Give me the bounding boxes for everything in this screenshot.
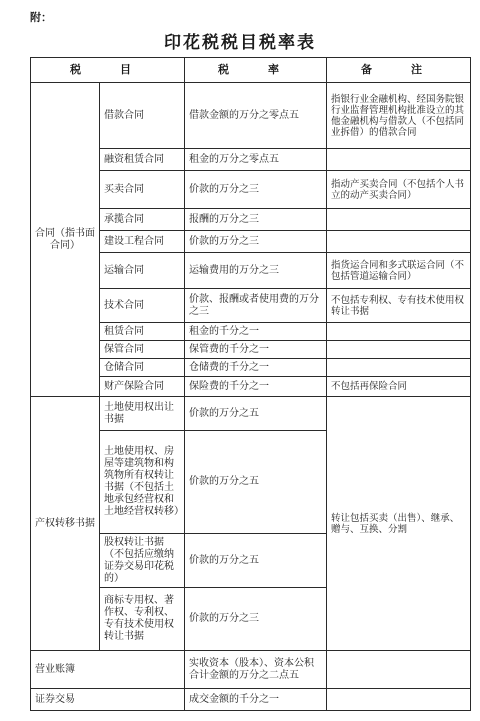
- tax-note: [327, 359, 471, 377]
- tax-rate: 保管费的千分之一: [185, 341, 327, 359]
- tax-rate: 价款的万分之五: [185, 397, 327, 431]
- tax-rate: 价款的万分之三: [185, 171, 327, 209]
- table-body: [31, 83, 471, 711]
- category-contract: 合同（指书面合同）: [31, 83, 100, 397]
- table-header-row: [31, 58, 471, 83]
- tax-rate: 价款、报酬或者使用费的万分之三: [185, 289, 327, 323]
- transfer-note: 转让包括买卖（出售）、继承、赠与、互换、分割: [327, 397, 471, 651]
- category-transfer: 产权转移书据: [31, 397, 100, 651]
- tax-item-securities: 证券交易: [31, 689, 185, 711]
- tax-rate: 借款金额的万分之零点五: [185, 83, 327, 149]
- tax-note: 指银行业金融机构、经国务院银行业监督管理机构批准设立的其他金融机构与借款人（不包括同业拆借）的借款合同: [327, 83, 471, 149]
- tax-rate: 保险费的千分之一: [185, 377, 327, 397]
- tax-item: 仓储合同: [100, 359, 185, 377]
- tax-item: 保管合同: [100, 341, 185, 359]
- tax-rate: 价款的万分之五: [185, 431, 327, 534]
- tax-item-ledger: 营业账簿: [31, 651, 185, 689]
- tax-rate: 租金的万分之零点五: [185, 149, 327, 171]
- tax-item: 股权转让书据（不包括应缴纳证券交易印花税的）: [100, 534, 185, 588]
- tax-rate-table: [30, 57, 471, 711]
- document-title: 印花税税目税率表: [164, 33, 316, 53]
- tax-rate: 实收资本（股本）、资本公积合计金额的万分之二点五: [185, 651, 327, 689]
- tax-item: 技术合同: [100, 289, 185, 323]
- header-rate: 税 率: [185, 58, 327, 83]
- tax-note: 指动产买卖合同（不包括个人书立的动产买卖合同）: [327, 171, 471, 209]
- tax-item: 运输合同: [100, 253, 185, 289]
- tax-note: [327, 341, 471, 359]
- tax-rate: 价款的万分之五: [185, 534, 327, 588]
- tax-rate: 成交金额的千分之一: [185, 689, 327, 711]
- tax-note: 指货运合同和多式联运合同（不包括管道运输合同）: [327, 253, 471, 289]
- tax-rate: 租金的千分之一: [185, 323, 327, 341]
- tax-rate: 价款的万分之三: [185, 588, 327, 651]
- tax-note: [327, 651, 471, 689]
- tax-rate: 仓储费的千分之一: [185, 359, 327, 377]
- tax-item: 土地使用权、房屋等建筑物和构筑物所有权转让书据（不包括土地承包经营权和土地经营权转移）: [100, 431, 185, 534]
- tax-item: 建设工程合同: [100, 231, 185, 253]
- tax-item: 买卖合同: [100, 171, 185, 209]
- tax-note: [327, 231, 471, 253]
- table-row: [31, 651, 471, 689]
- tax-item: 承揽合同: [100, 209, 185, 231]
- tax-note: [327, 209, 471, 231]
- tax-note: [327, 149, 471, 171]
- table-row: [31, 83, 471, 149]
- tax-item: 土地使用权出让书据: [100, 397, 185, 431]
- tax-item: 租赁合同: [100, 323, 185, 341]
- tax-note: [327, 689, 471, 711]
- header-item: 税 目: [31, 58, 185, 83]
- tax-rate: 报酬的万分之三: [185, 209, 327, 231]
- tax-note: [327, 323, 471, 341]
- tax-note: 不包括再保险合同: [327, 377, 471, 397]
- table-row: [31, 397, 471, 431]
- tax-note: 不包括专利权、专有技术使用权转让书据: [327, 289, 471, 323]
- tax-item: 财产保险合同: [100, 377, 185, 397]
- tax-item: 融资租赁合同: [100, 149, 185, 171]
- header-note: 备 注: [327, 58, 471, 83]
- tax-rate: 价款的万分之三: [185, 231, 327, 253]
- tax-rate: 运输费用的万分之三: [185, 253, 327, 289]
- tax-item: 借款合同: [100, 83, 185, 149]
- tax-item: 商标专用权、著作权、专利权、专有技术使用权转让书据: [100, 588, 185, 651]
- attachment-label: 附：: [30, 11, 52, 24]
- table-row: [31, 689, 471, 711]
